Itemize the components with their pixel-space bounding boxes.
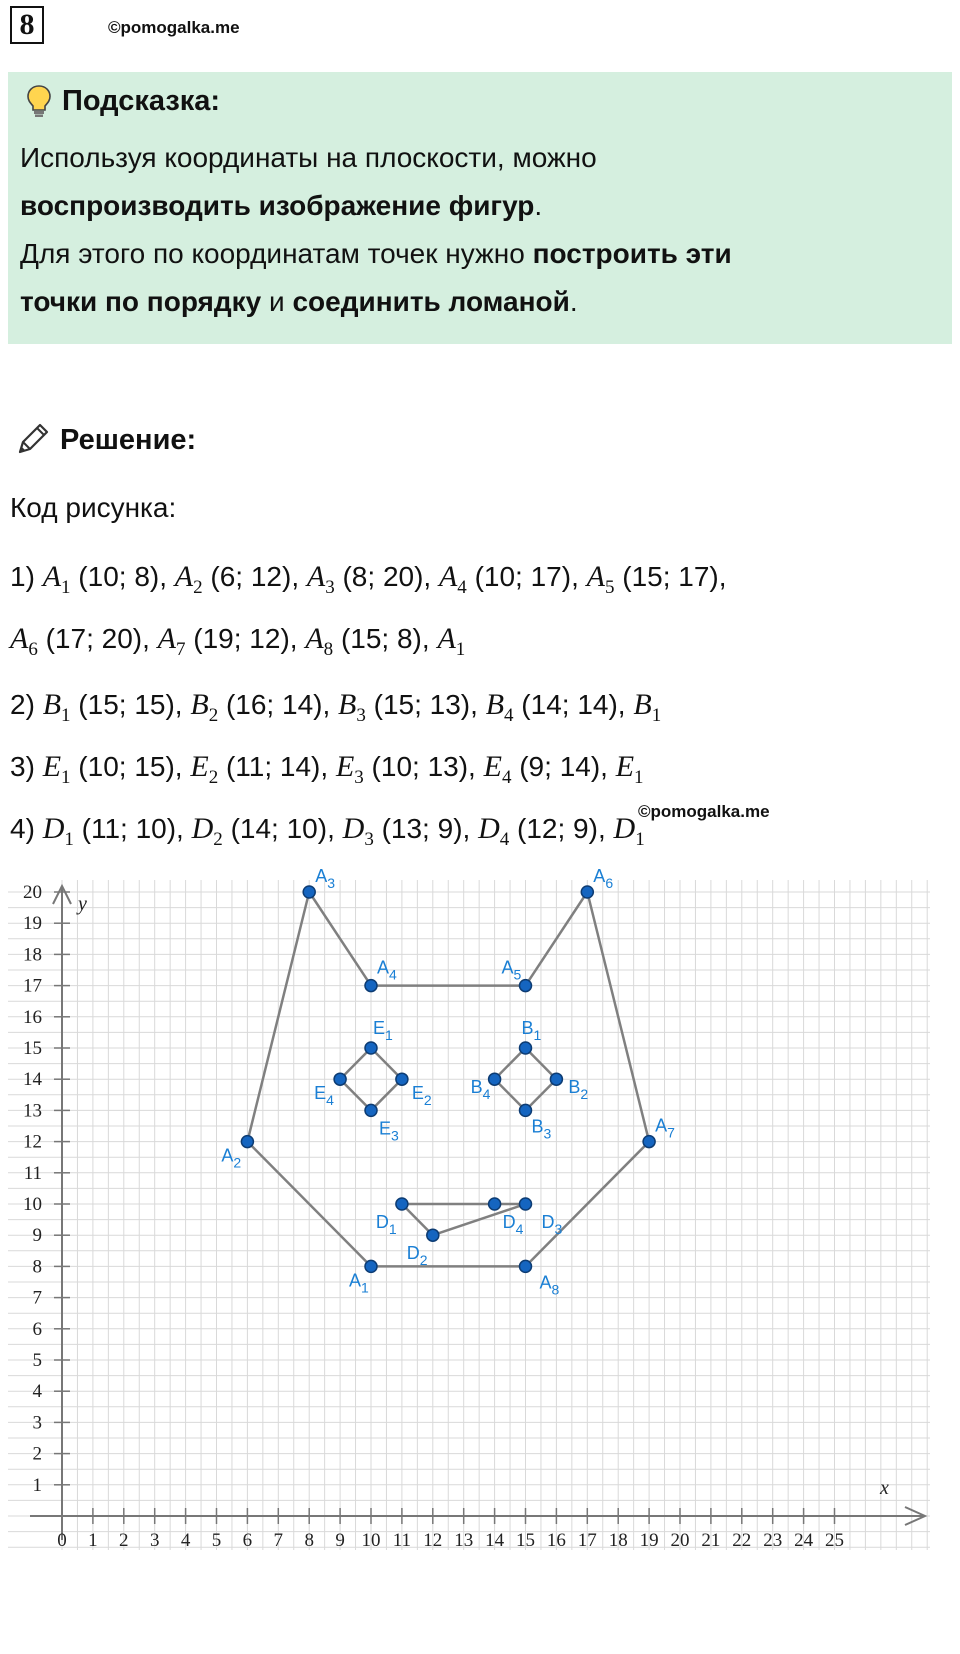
x-tick-label: 16 — [546, 1530, 566, 1551]
point-D1 — [396, 1198, 408, 1210]
point-name: $D_1$ — [42, 812, 74, 850]
point-coords: (16; 14), — [218, 689, 339, 720]
x-tick-label: 1 — [88, 1530, 98, 1551]
hint-title-text: Подсказка: — [62, 84, 221, 117]
point-label: $E_1$ — [373, 1018, 393, 1043]
point-label: $E_4$ — [314, 1083, 334, 1109]
point-coords: (12; 9), — [509, 813, 614, 844]
hint-line-2 — [20, 190, 542, 222]
point-label: $A_2$ — [221, 1145, 242, 1171]
y-tick-label: 6 — [32, 1318, 42, 1340]
point-D3 — [520, 1198, 532, 1210]
point-label: $A_8$ — [539, 1272, 560, 1298]
point-coords: (9; 14), — [511, 751, 616, 782]
watermark: ©pomogalka.me — [638, 802, 770, 821]
solution-title-text: Решение: — [60, 423, 197, 456]
y-tick-label: 14 — [23, 1069, 42, 1091]
point-E1 — [365, 1042, 377, 1054]
point-name: $E_3$ — [335, 750, 364, 788]
point-coords: (10; 8), — [70, 561, 175, 592]
point-name: $E_4$ — [483, 750, 512, 788]
point-name: $D_4$ — [478, 812, 510, 850]
point-label: $B_3$ — [531, 1116, 552, 1142]
x-tick-label: 0 — [57, 1530, 67, 1551]
y-tick-label: 9 — [32, 1225, 42, 1247]
point-label: $B_2$ — [568, 1077, 589, 1103]
point-label: $A_6$ — [593, 866, 614, 891]
hint-text: и — [261, 286, 293, 317]
point-label: $B_4$ — [470, 1077, 491, 1103]
x-tick-label: 22 — [732, 1530, 752, 1551]
point-label: $D_4$ — [502, 1212, 524, 1237]
solution-title — [12, 420, 196, 460]
y-tick-label: 16 — [23, 1006, 42, 1028]
code-line — [10, 750, 644, 789]
point-name: $D_3$ — [342, 812, 374, 850]
x-tick-label: 15 — [516, 1530, 535, 1551]
hint-line-1: Используя координаты на плоскости, можно — [20, 142, 597, 173]
hint-text: . — [569, 286, 578, 317]
y-axis-label: y — [78, 893, 87, 915]
point-coords: (14; 10), — [222, 813, 343, 844]
y-tick-label: 17 — [23, 975, 42, 997]
y-tick-label: 2 — [32, 1443, 42, 1465]
point-coords: (11; 10), — [73, 813, 192, 844]
x-tick-label: 21 — [701, 1530, 721, 1551]
point-coords: (10; 15), — [70, 751, 191, 782]
point-A4 — [365, 980, 377, 992]
point-coords: (6; 12), — [202, 561, 307, 592]
point-name: $B_4$ — [485, 688, 514, 726]
code-heading: Код рисунка: — [10, 492, 177, 523]
point-E4 — [334, 1073, 346, 1085]
lightbulb-icon — [26, 84, 52, 118]
point-coords: (10; 17), — [466, 561, 587, 592]
x-tick-label: 13 — [454, 1530, 474, 1551]
point-A7 — [643, 1136, 655, 1148]
point-B2 — [550, 1073, 562, 1085]
hint-bold: построить эти — [532, 238, 732, 269]
code-line — [10, 688, 661, 727]
point-coords: (15; 15), — [70, 689, 191, 720]
point-name: $E_2$ — [190, 750, 219, 788]
point-E2 — [396, 1073, 408, 1085]
line-number: 1) — [10, 561, 43, 592]
point-A8 — [520, 1260, 532, 1272]
point-name: $A_8$ — [305, 622, 334, 660]
y-tick-label: 18 — [23, 944, 42, 966]
point-coords: (14; 14), — [513, 689, 634, 720]
hint-bold: точки по порядку — [20, 286, 262, 317]
code-line — [10, 560, 727, 599]
x-tick-label: 14 — [485, 1530, 505, 1551]
x-tick-label: 10 — [361, 1530, 381, 1551]
point-coords: (15; 17), — [614, 561, 727, 592]
point-name: $A_4$ — [438, 560, 467, 598]
point-D2 — [427, 1229, 439, 1241]
point-E3 — [365, 1104, 377, 1116]
point-label: $D_3$ — [541, 1212, 563, 1237]
x-tick-label: 3 — [149, 1530, 160, 1551]
y-tick-label: 15 — [23, 1038, 42, 1059]
point-coords: (19; 12), — [185, 623, 306, 654]
y-tick-label: 12 — [23, 1131, 42, 1153]
point-coords: (11; 14), — [218, 751, 336, 782]
point-label: $A_7$ — [655, 1115, 675, 1141]
point-coords: (13; 9), — [373, 813, 479, 844]
x-tick-label: 11 — [392, 1530, 412, 1551]
x-tick-label: 23 — [763, 1530, 783, 1551]
point-name: $B_3$ — [338, 688, 366, 726]
point-label: $E_2$ — [411, 1083, 432, 1109]
x-tick-label: 8 — [304, 1530, 314, 1551]
point-coords: (15; 8), — [333, 623, 438, 654]
x-tick-label: 18 — [608, 1530, 628, 1551]
point-B3 — [520, 1104, 532, 1116]
point-A6 — [581, 886, 593, 898]
hint-title — [26, 84, 220, 118]
x-tick-label: 7 — [273, 1530, 284, 1551]
point-coords: (10; 13), — [363, 751, 484, 782]
point-label: $E_3$ — [379, 1118, 399, 1144]
point-A2 — [241, 1136, 253, 1148]
point-name: $E_1$ — [615, 750, 644, 788]
point-name: $B_1$ — [42, 688, 71, 726]
hint-text: . — [534, 190, 543, 221]
point-name: $A_7$ — [157, 622, 186, 660]
y-tick-label: 11 — [23, 1162, 42, 1184]
point-name: $B_1$ — [633, 688, 662, 726]
point-D4 — [489, 1198, 501, 1210]
point-name: $A_1$ — [42, 560, 71, 598]
point-A1 — [365, 1260, 377, 1272]
point-label: $A_3$ — [315, 866, 336, 891]
hint-box — [8, 72, 952, 344]
point-coords: (17; 20), — [37, 623, 158, 654]
line-number: 2) — [10, 689, 43, 720]
point-B4 — [489, 1073, 501, 1085]
x-tick-label: 17 — [577, 1530, 597, 1551]
point-name: $D_1$ — [613, 812, 645, 850]
y-tick-label: 10 — [23, 1194, 42, 1215]
y-tick-label: 1 — [32, 1474, 42, 1496]
y-tick-label: 7 — [32, 1287, 42, 1309]
coordinate-plot — [0, 866, 960, 1654]
point-name: $A_5$ — [586, 560, 615, 598]
y-tick-label: 8 — [32, 1256, 42, 1278]
hint-bold: соединить ломаной — [292, 286, 570, 317]
y-tick-label: 4 — [32, 1381, 42, 1403]
code-line — [10, 812, 645, 851]
x-axis-label: x — [880, 1477, 889, 1499]
point-name: $E_1$ — [42, 750, 71, 788]
pencil-icon — [12, 420, 52, 460]
point-name: $A_1$ — [437, 622, 466, 660]
x-tick-label: 25 — [825, 1530, 844, 1551]
task-number: 8 — [10, 6, 44, 44]
y-tick-label: 19 — [23, 913, 42, 935]
hint-line-4 — [20, 286, 578, 318]
point-label: $B_1$ — [521, 1018, 542, 1043]
hint-bold: воспроизводить изображение фигур — [20, 190, 535, 221]
point-label: $D_2$ — [406, 1243, 428, 1269]
point-name: $A_6$ — [10, 622, 38, 660]
x-tick-label: 9 — [335, 1530, 345, 1551]
y-tick-label: 5 — [32, 1350, 42, 1371]
x-tick-label: 2 — [119, 1530, 129, 1551]
watermark: ©pomogalka.me — [108, 18, 240, 37]
hint-line-3 — [20, 238, 732, 270]
point-name: $D_2$ — [191, 812, 223, 850]
code-line — [10, 622, 465, 661]
point-coords: (15; 13), — [365, 689, 486, 720]
point-coords: (8; 20), — [334, 561, 439, 592]
x-tick-label: 6 — [242, 1530, 253, 1551]
y-tick-label: 20 — [23, 882, 42, 903]
point-B1 — [520, 1042, 532, 1054]
x-tick-label: 12 — [423, 1530, 443, 1551]
y-tick-label: 13 — [23, 1100, 42, 1122]
point-name: $A_3$ — [306, 560, 335, 598]
x-tick-label: 19 — [639, 1530, 659, 1551]
point-label: $D_1$ — [375, 1212, 397, 1237]
point-label: $A_1$ — [349, 1270, 369, 1296]
point-A3 — [303, 886, 315, 898]
line-number: 3) — [10, 751, 43, 782]
x-tick-label: 24 — [794, 1530, 814, 1551]
x-tick-label: 20 — [670, 1530, 690, 1551]
line-number: 4) — [10, 813, 43, 844]
x-tick-label: 4 — [180, 1530, 191, 1551]
point-name: $B_2$ — [190, 688, 219, 726]
point-label: $A_5$ — [501, 957, 522, 983]
y-tick-label: 3 — [32, 1412, 42, 1434]
point-name: $A_2$ — [174, 560, 203, 598]
point-label: $A_4$ — [377, 957, 397, 983]
x-tick-label: 5 — [211, 1530, 222, 1551]
hint-text: Для этого по координатам точек нужно — [20, 238, 533, 269]
